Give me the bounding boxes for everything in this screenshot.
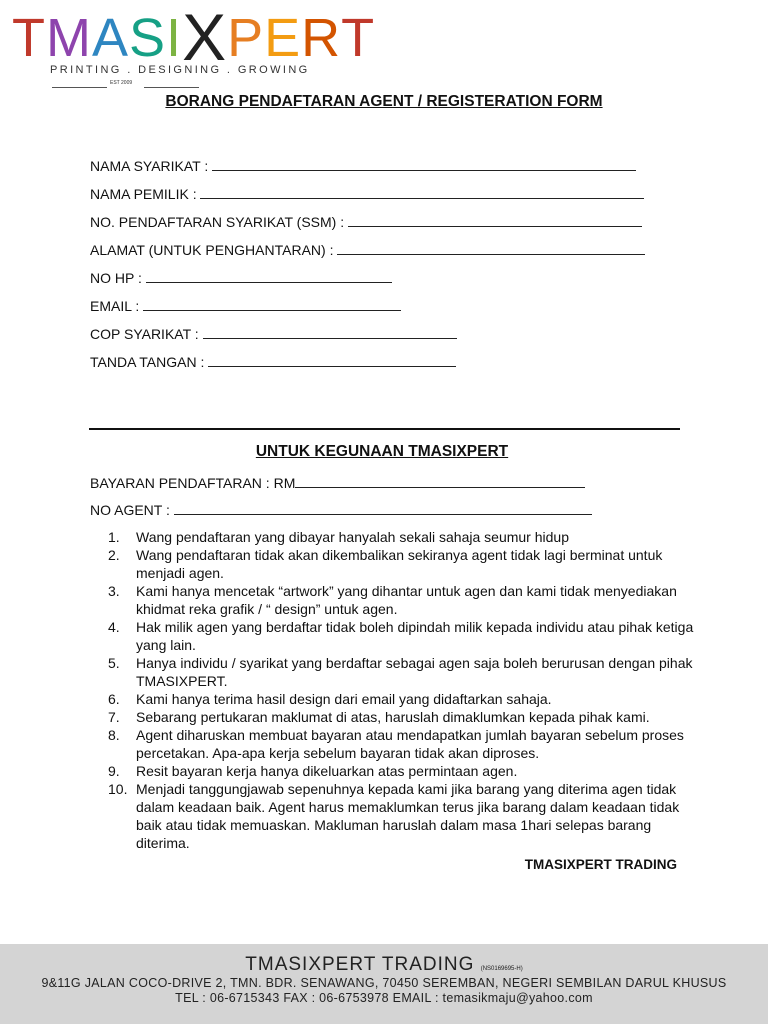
- logo-letter: I: [166, 8, 183, 68]
- item-number: 10.: [108, 781, 128, 797]
- item-text: Menjadi tanggungjawab sepenuhnya kepada kami jika barang yang diterima agen tidak dalam keadaan baik. Agent harus memaklumkan terus jika barang dalam keadaan tidak baik atau tidak memuaskan. Makluman haruslah dalam masa 1hari selepas barang diterima.: [136, 781, 680, 851]
- footer-company: [0, 954, 768, 976]
- item-text: Hanya individu / syarikat yang berdaftar sebagai agen saja boleh berurusan dengan pihak TMASIXPERT.: [136, 655, 693, 689]
- section-divider: [89, 428, 680, 430]
- item-text: Wang pendaftaran tidak akan dikembalikan sekiranya agent tidak lagi berminat untuk menjadi agen.: [136, 547, 663, 581]
- list-item: [108, 708, 698, 726]
- item-text: Agent diharuskan membuat bayaran atau mendapatkan jumlah bayaran sebelum proses percetakan. Apa-apa kerja sebelum bayaran tidak akan diproses.: [136, 727, 684, 761]
- item-number: 6.: [108, 691, 120, 707]
- list-item: [108, 726, 698, 762]
- field-input-line[interactable]: [337, 243, 645, 255]
- list-item: [108, 780, 698, 852]
- footer-company-name: TMASIXPERT TRADING: [245, 954, 475, 975]
- item-number: 5.: [108, 655, 120, 671]
- logo-letter: A: [91, 8, 130, 68]
- item-text: Resit bayaran kerja hanya dikeluarkan atas permintaan agen.: [136, 763, 518, 779]
- item-text: Kami hanya mencetak “artwork” yang dihantar untuk agen dan kami tidak menyediakan khidmat reka grafik / “ design” untuk agen.: [136, 583, 677, 617]
- field-input-line[interactable]: [143, 299, 401, 311]
- field-label: ALAMAT (UNTUK PENGHANTARAN) :: [90, 242, 338, 258]
- field-input-line[interactable]: [348, 215, 642, 227]
- item-text: Wang pendaftaran yang dibayar hanyalah sekali sahaja seumur hidup: [136, 529, 569, 545]
- field-label: TANDA TANGAN :: [90, 354, 209, 370]
- field-owner-name: [90, 186, 644, 202]
- field-input-line[interactable]: [295, 476, 585, 488]
- field-label: NAMA PEMILIK :: [90, 186, 201, 202]
- logo-letter: S: [129, 8, 167, 68]
- item-number: 4.: [108, 619, 120, 635]
- field-email: [90, 298, 401, 314]
- footer-contact: TEL : 06-6715343 FAX : 06-6753978 EMAIL : temasikmaju@yahoo.com: [175, 991, 593, 1005]
- field-ssm-number: [90, 214, 642, 230]
- terms-list: [108, 528, 698, 852]
- item-text: Hak milik agen yang berdaftar tidak boleh dipindah milik kepada individu atau pihak ketiga yang lain.: [136, 619, 694, 653]
- list-item: [108, 582, 698, 618]
- logo-tagline: PRINTING . DESIGNING . GROWING: [50, 64, 310, 76]
- field-input-line[interactable]: [208, 355, 456, 367]
- field-phone: [90, 270, 392, 286]
- logo-divider-left: [52, 87, 107, 88]
- form-title: BORANG PENDAFTARAN AGENT / REGISTERATION FORM: [165, 93, 603, 110]
- field-label: NAMA SYARIKAT :: [90, 158, 213, 174]
- item-number: 8.: [108, 727, 120, 743]
- field-input-line[interactable]: [174, 503, 592, 515]
- item-text: Sebarang pertukaran maklumat di atas, haruslah dimaklumkan kepada pihak kami.: [136, 709, 650, 725]
- item-number: 2.: [108, 547, 120, 563]
- item-number: 9.: [108, 763, 120, 779]
- logo-letter: X: [182, 0, 228, 74]
- field-signature: [90, 354, 456, 370]
- field-label: COP SYARIKAT :: [90, 326, 203, 342]
- logo-letter: P: [227, 8, 265, 68]
- logo-letter: T: [12, 8, 46, 68]
- company-logo: [12, 0, 376, 100]
- field-registration-fee: [90, 475, 585, 491]
- field-company-stamp: [90, 326, 457, 342]
- field-delivery-address: [90, 242, 645, 258]
- signoff-company: TMASIXPERT TRADING: [524, 857, 677, 872]
- footer-address: 9&11G JALAN COCO-DRIVE 2, TMN. BDR. SENAWANG, 70450 SEREMBAN, NEGERI SEMBILAN DARUL KHUSUS: [41, 976, 727, 990]
- list-item: [108, 618, 698, 654]
- list-item: [108, 690, 698, 708]
- office-use-title: UNTUK KEGUNAAN TMASIXPERT: [255, 443, 509, 460]
- field-input-line[interactable]: [203, 327, 457, 339]
- field-agent-number: [90, 502, 592, 518]
- logo-letter: T: [341, 8, 376, 68]
- field-company-name: [90, 158, 636, 174]
- item-number: 3.: [108, 583, 120, 599]
- logo-letter: R: [301, 8, 342, 68]
- field-input-line[interactable]: [146, 271, 392, 283]
- list-item: [108, 762, 698, 780]
- logo-letter: M: [46, 8, 92, 68]
- footer-registration: (NS0169695-H): [480, 966, 523, 972]
- item-text: Kami hanya terima hasil design dari email yang didaftarkan sahaja.: [136, 691, 552, 707]
- item-number: 7.: [108, 709, 120, 725]
- item-number: 1.: [108, 529, 120, 545]
- field-label: NO HP :: [90, 270, 146, 286]
- list-item: [108, 528, 698, 546]
- list-item: [108, 546, 698, 582]
- logo-established: EST 2009: [110, 80, 133, 86]
- field-label: NO. PENDAFTARAN SYARIKAT (SSM) :: [90, 214, 348, 230]
- field-label: EMAIL :: [90, 298, 144, 314]
- page-footer: [0, 944, 768, 1024]
- field-input-line[interactable]: [200, 187, 644, 199]
- logo-divider-right: [144, 87, 199, 88]
- field-label: NO AGENT :: [90, 502, 174, 518]
- logo-letter: E: [264, 8, 302, 68]
- field-input-line[interactable]: [212, 159, 636, 171]
- field-label: BAYARAN PENDAFTARAN : RM: [90, 475, 296, 491]
- list-item: [108, 654, 698, 690]
